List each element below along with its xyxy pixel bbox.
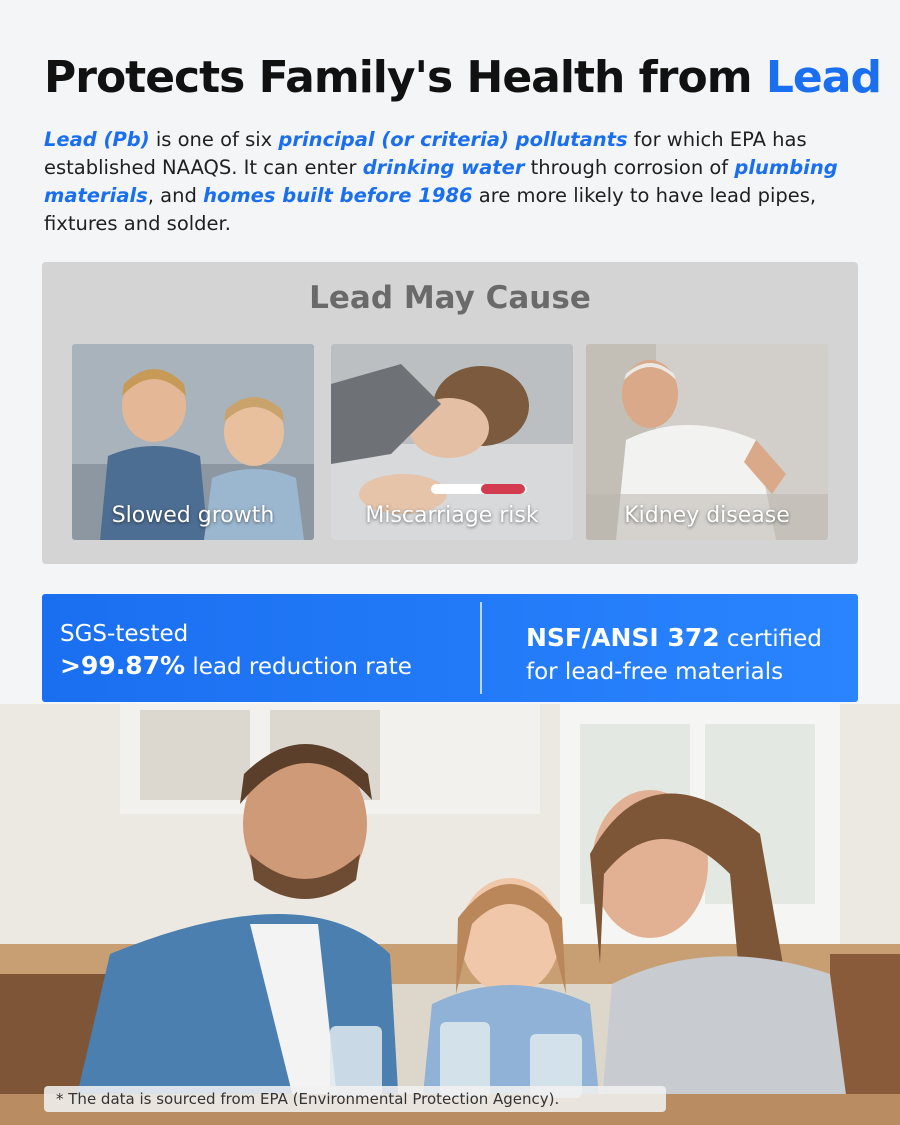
- sgs-label: SGS-tested: [60, 621, 189, 647]
- nsf-standard: NSF/ANSI 372: [526, 623, 720, 652]
- cause-card-kidney-disease: [586, 344, 828, 540]
- cause-card-miscarriage-risk: [331, 344, 573, 540]
- cause-label: Slowed growth: [111, 503, 275, 528]
- nsf-certified-text: certified: [719, 626, 822, 652]
- intro-text: , and: [147, 184, 204, 207]
- family-photo: [0, 704, 900, 1125]
- intro-highlight: principal (or criteria) pollutants: [278, 128, 628, 151]
- certification-banner: [42, 594, 858, 702]
- nsf-line2: for lead-free materials: [526, 659, 784, 685]
- title-accent: Lead: [765, 52, 881, 103]
- title-main: Protects Family's Health from: [44, 52, 766, 103]
- intro-text: through corrosion of: [524, 156, 735, 179]
- cause-label: Kidney disease: [624, 503, 790, 528]
- lead-effects-panel: [42, 262, 858, 564]
- sgs-claim: [60, 618, 412, 683]
- intro-highlight: plumbing materials: [44, 156, 838, 207]
- banner-divider: [480, 602, 482, 694]
- intro-highlight: Lead (Pb): [44, 128, 150, 151]
- intro-text: is one of six: [149, 128, 279, 151]
- intro-text: for which EPA has established NAAQS. It can enter: [44, 128, 807, 179]
- lead-reduction-rate: >99.87%: [60, 651, 186, 680]
- lead-effects-title: Lead May Cause: [309, 280, 591, 316]
- intro-highlight: drinking water: [362, 156, 525, 179]
- nsf-claim: [526, 621, 822, 689]
- intro-highlight: homes built before 1986: [203, 184, 473, 207]
- cause-label: Miscarriage risk: [365, 503, 539, 528]
- page-title: [44, 52, 881, 103]
- intro-text: are more likely to have lead pipes, fixtures and solder.: [44, 184, 817, 235]
- source-footnote: * The data is sourced from EPA (Environmental Protection Agency).: [44, 1086, 666, 1112]
- intro-paragraph: [44, 126, 864, 238]
- lead-reduction-line: [60, 650, 412, 683]
- cause-card-slowed-growth: [72, 344, 314, 540]
- nsf-line: [526, 621, 822, 656]
- lead-reduction-text: lead reduction rate: [185, 654, 412, 680]
